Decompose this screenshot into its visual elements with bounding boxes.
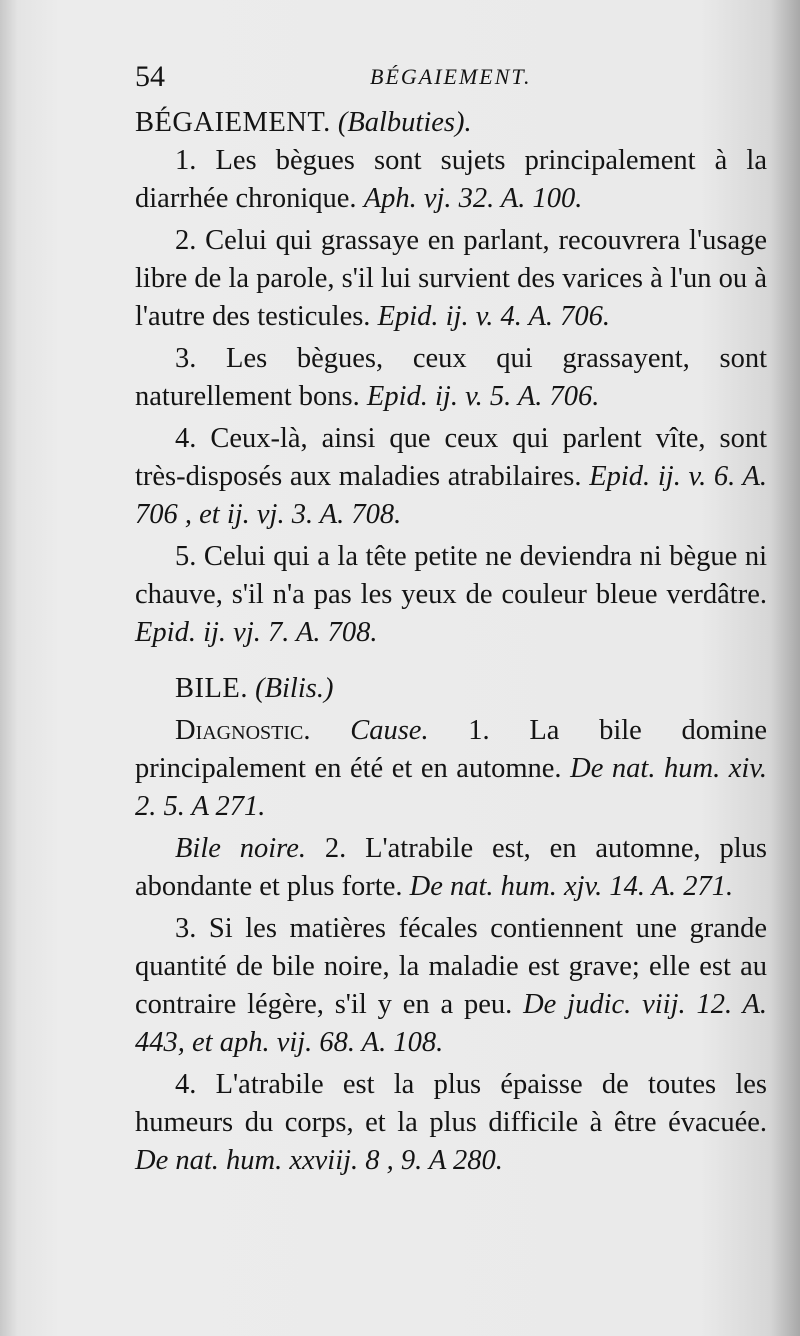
entry-text: 1. Les bègues sont sujets principalement à la diarrhée chronique. (135, 145, 767, 214)
entry-text: 4. Ceux-là, ainsi que ceux qui parlent vîte, sont très-disposés aux maladies atrabilaires. (135, 423, 767, 492)
section-latin-title: (Balbuties). (337, 107, 472, 138)
entry-text: 5. Celui qui a la tête petite ne deviendra ni bègue ni chauve, s'il n'a pas les yeux de couleur bleue verdâtre. (135, 541, 767, 610)
page-header (135, 58, 767, 104)
entry-sublead: Bile noire. (175, 833, 306, 864)
entry-text: 1. La bile domine principalement en été et en automne. (135, 715, 768, 784)
entry-text: 3. Les bègues, ceux qui grassayent, sont naturellement bons. (135, 343, 767, 412)
entry-paragraph (135, 420, 767, 534)
entry-reference: Epid. ij. v. 4. A. 706. (377, 301, 611, 332)
entry-paragraph (135, 1066, 767, 1180)
entry-text: 3. Si les matières fécales contiennent une grande quantité de bile noire, la maladie est grave; elle est au contraire légère, s'il y en a peu. (135, 913, 767, 1020)
entry-reference: Aph. vj. 32. A. 100. (363, 183, 583, 214)
section-title: BÉGAIEMENT. (135, 107, 331, 138)
entry-paragraph (135, 538, 767, 652)
running-head: BÉGAIEMENT. (370, 64, 532, 89)
entry-paragraph (135, 910, 767, 1062)
entry-reference: De nat. hum. xxviij. 8 , 9. A 280. (135, 1145, 503, 1176)
page-number: 54 (135, 60, 165, 93)
section-bile (135, 670, 767, 1180)
entry-paragraph (135, 142, 767, 218)
entry-reference: Epid. ij. v. 5. A. 706. (366, 381, 600, 412)
entry-paragraph (135, 340, 767, 416)
entry-reference: De judic. viij. 12. A. 443, et aph. vij. 68. A. 108. (135, 989, 767, 1058)
section-title: BILE. (175, 673, 248, 704)
entry-paragraph (135, 712, 767, 826)
section-heading (135, 104, 767, 142)
section-heading (175, 670, 767, 708)
page-content (135, 58, 767, 1180)
entry-text: 2. Celui qui grassaye en parlant, recouvrera l'usage libre de la parole, s'il lui survient des varices à l'un ou à l'autre des testicules. (135, 225, 767, 332)
entry-paragraph (135, 222, 767, 336)
entry-text: 4. L'atrabile est la plus épaisse de toutes les humeurs du corps, et la plus difficile à être évacuée. (135, 1069, 767, 1138)
entry-reference: De nat. hum. xjv. 14. A. 271. (409, 871, 734, 902)
entry-sublead: Cause. (350, 715, 429, 746)
section-gap (135, 652, 767, 670)
entry-text: 2. L'atrabile est, en automne, plus abondante et plus forte. (135, 833, 767, 902)
entry-reference: De nat. hum. xiv. 2. 5. A 271. (135, 753, 767, 822)
entry-reference: Epid. ij. v. 6. A. 706 , et ij. vj. 3. A. 708. (135, 461, 767, 530)
entry-reference: Epid. ij. vj. 7. A. 708. (135, 617, 378, 648)
entry-lead: Diagnostic. (175, 715, 311, 746)
entry-paragraph (135, 830, 767, 906)
section-latin-title: (Bilis.) (255, 673, 334, 704)
section-begaiement (135, 104, 767, 652)
